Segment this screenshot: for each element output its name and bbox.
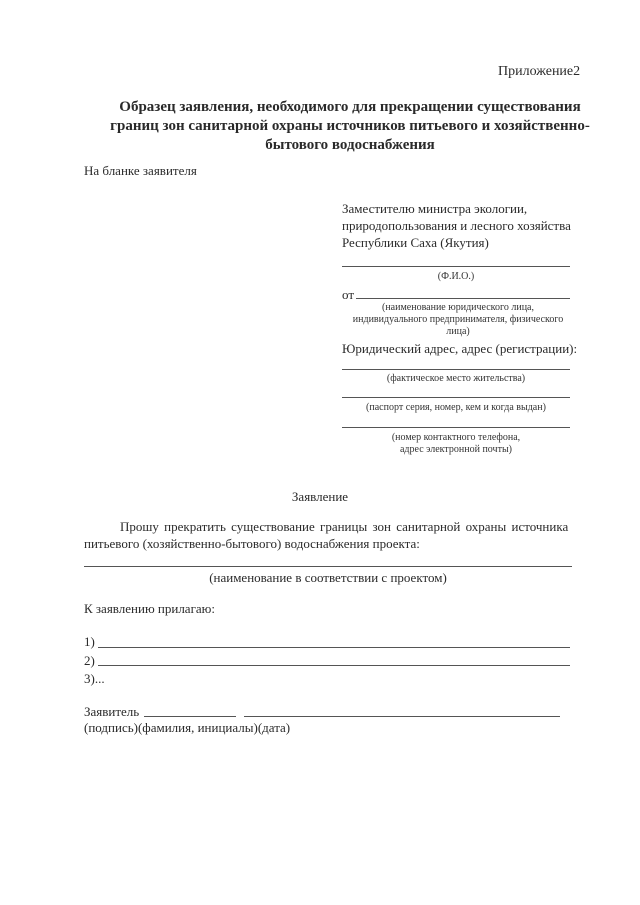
project-name-field[interactable]	[84, 566, 572, 567]
attachment-field-1[interactable]	[98, 647, 570, 648]
from-caption	[330, 302, 586, 338]
residence-caption: (фактическое место жительства)	[386, 373, 526, 384]
fio-caption: (Ф.И.О.)	[437, 271, 475, 282]
signature-caption: (подпись)(фамилия, инициалы)(дата)	[84, 720, 291, 735]
attachment-item-2: 2)	[84, 653, 95, 668]
from-caption-line-1: (наименование юридического лица,	[381, 302, 534, 313]
from-caption-line-2: индивидуального предпринимателя, физического	[352, 314, 564, 325]
legal-address-label: Юридический адрес, адрес (регистрации):	[342, 341, 578, 356]
attachment-item-3: 3)...	[84, 671, 105, 686]
signature-label: Заявитель	[84, 704, 140, 719]
residence-field[interactable]	[342, 369, 570, 370]
addressee-line-3: Республики Саха (Якутия)	[342, 235, 489, 250]
statement-body-line-2: питьевого (хозяйственно-бытового) водоснабжения проекта:	[84, 536, 420, 551]
from-caption-line-3: лица)	[446, 326, 470, 337]
from-label: от	[342, 287, 355, 302]
addressee-line-2: природопользования и лесного хозяйства	[342, 218, 571, 233]
signature-name-date-field[interactable]	[244, 716, 560, 717]
attachment-field-2[interactable]	[98, 665, 570, 666]
attachment-item-1: 1)	[84, 634, 95, 649]
title-line-3: бытового водоснабжения	[265, 137, 435, 153]
passport-caption: (паспорт серия, номер, кем и когда выдан)	[366, 402, 546, 413]
project-caption: (наименование в соответствии с проектом)	[209, 570, 447, 585]
statement-heading: Заявление	[291, 489, 349, 504]
signature-field[interactable]	[144, 716, 236, 717]
title-line-2: границ зон санитарной охраны источников питьевого и хозяйственно-	[110, 118, 590, 134]
passport-field[interactable]	[342, 397, 570, 398]
addressee-block	[342, 200, 571, 251]
from-field[interactable]	[356, 298, 570, 299]
fio-field[interactable]	[342, 266, 570, 267]
contact-caption	[342, 432, 570, 456]
contact-caption-line-2: адрес электронной почты)	[399, 444, 512, 455]
attachments-label: К заявлению прилагаю:	[84, 601, 216, 616]
letterhead-note: На бланке заявителя	[84, 163, 197, 178]
appendix-label: Приложение2	[498, 64, 581, 79]
statement-body-line-1: Прошу прекратить существование границы зон санитарной охраны источника	[120, 519, 569, 534]
title-line-1: Образец заявления, необходимого для прекращении существования	[119, 99, 581, 115]
contact-field[interactable]	[342, 427, 570, 428]
page-title	[60, 98, 640, 155]
contact-caption-line-1: (номер контактного телефона,	[391, 432, 521, 443]
addressee-line-1: Заместителю министра экологии,	[342, 201, 528, 216]
